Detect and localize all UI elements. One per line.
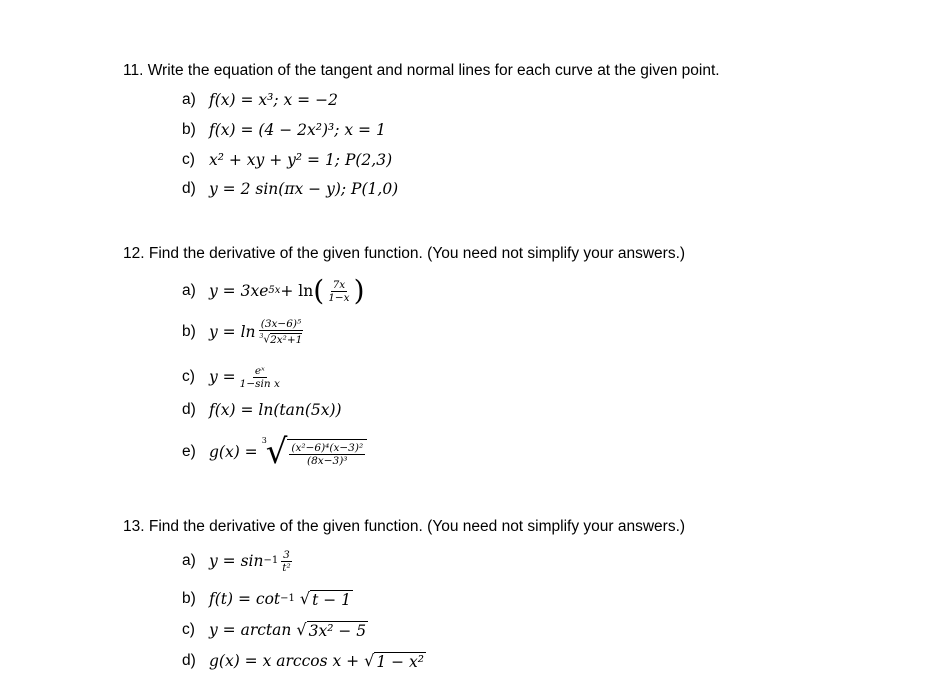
expression: x² + xy + y² = 1; P(2,3) [209,151,393,169]
radical-sign: √ [299,589,311,608]
fraction [238,365,282,390]
radical-sign: √ [265,432,288,472]
radical-sign: √ [364,651,375,670]
numerator: (3x−6)⁵ [260,318,302,331]
lhs: y = sin [209,552,264,570]
q13-item-b: b) f(t) = cot −1 √ t − 1 [182,589,352,609]
radical-sign: √ [296,620,307,639]
q12-item-d [182,401,342,419]
item-label: b) [182,590,196,607]
q11-item-a [182,91,338,109]
root-index: 3 [259,333,264,341]
lhs: g(x) = [209,443,258,461]
q11-item-d [182,180,398,198]
numerator: eˣ [254,364,265,377]
numerator: 7x [332,278,346,291]
radical-sign: √ [263,333,271,346]
q12-item-b [182,314,306,350]
square-root [364,651,426,671]
item-label: a) [182,91,196,108]
question-11-title: 11. Write the equation of the tangent and normal lines for each curve at the given point. [123,62,720,79]
lhs: g(x) = x arccos x + [209,652,360,670]
fraction [326,279,351,304]
question-12-title: 12. Find the derivative of the given function. (You need not simplify your answers.) [123,245,686,262]
q13-item-a: a) y = sin −1 $\frac{3}{\text{t²}}$ [182,548,291,574]
cube-root [262,433,368,471]
numerator: 3 [283,548,290,561]
item-label: e) [182,443,196,460]
denominator [258,331,305,346]
right-paren: ) [353,274,365,307]
fraction [289,442,365,467]
lhs: y = [209,368,236,386]
question-13-title: 13. Find the derivative of the given function. (You need not simplify your answers.) [123,518,686,535]
item-label: d) [182,652,196,669]
q12-item-a: a) y = 3xe 5x + ln ( $\frac{7x}{1-x}$ ) [182,274,365,307]
item-label: b) [182,323,196,340]
radicand: 1 − x² [376,653,425,671]
square-root [300,589,353,609]
left-paren: ( [313,274,325,307]
expression: y = 2 sin(πx − y); P(1,0) [209,180,399,198]
q11-item-c [182,151,392,169]
radicand: 3x² − 5 [308,622,367,640]
q13-item-c [182,620,368,640]
denominator: 1−x [328,291,350,304]
q12-item-c [182,360,284,394]
item-label: c) [182,621,195,638]
lhs: y = ln [209,323,256,341]
fraction [280,549,292,574]
lhs: y = 3xe [209,282,269,300]
item-label: d) [182,180,196,197]
item-label: d) [182,401,196,418]
q13-item-d [182,651,426,671]
expression: f(x) = ln(tan(5x)) [209,401,342,419]
item-label: a) [182,282,196,299]
denominator: (8x−3)³ [307,455,348,467]
radicand: t − 1 [312,591,352,609]
root-index: 3 [261,436,267,445]
denominator: t² [282,561,291,574]
denominator: 1−sin x [239,377,280,390]
item-label: b) [182,121,196,138]
item-label: c) [182,368,195,385]
item-label: a) [182,552,196,569]
lhs: f(t) = cot [209,590,281,608]
q12-item-e [182,432,367,472]
numerator: (x²−6)⁴(x−3)² [291,442,364,454]
q11-item-b [182,121,386,139]
expression: f(x) = (4 − 2x²)³; x = 1 [209,121,386,139]
ln-term: + ln [280,282,314,300]
fraction [258,318,305,346]
expression: f(x) = x³; x = −2 [209,91,338,109]
lhs: y = arctan [209,621,292,639]
item-label: c) [182,151,195,168]
radicand: 2x²+1 [270,333,303,346]
square-root [296,620,368,640]
